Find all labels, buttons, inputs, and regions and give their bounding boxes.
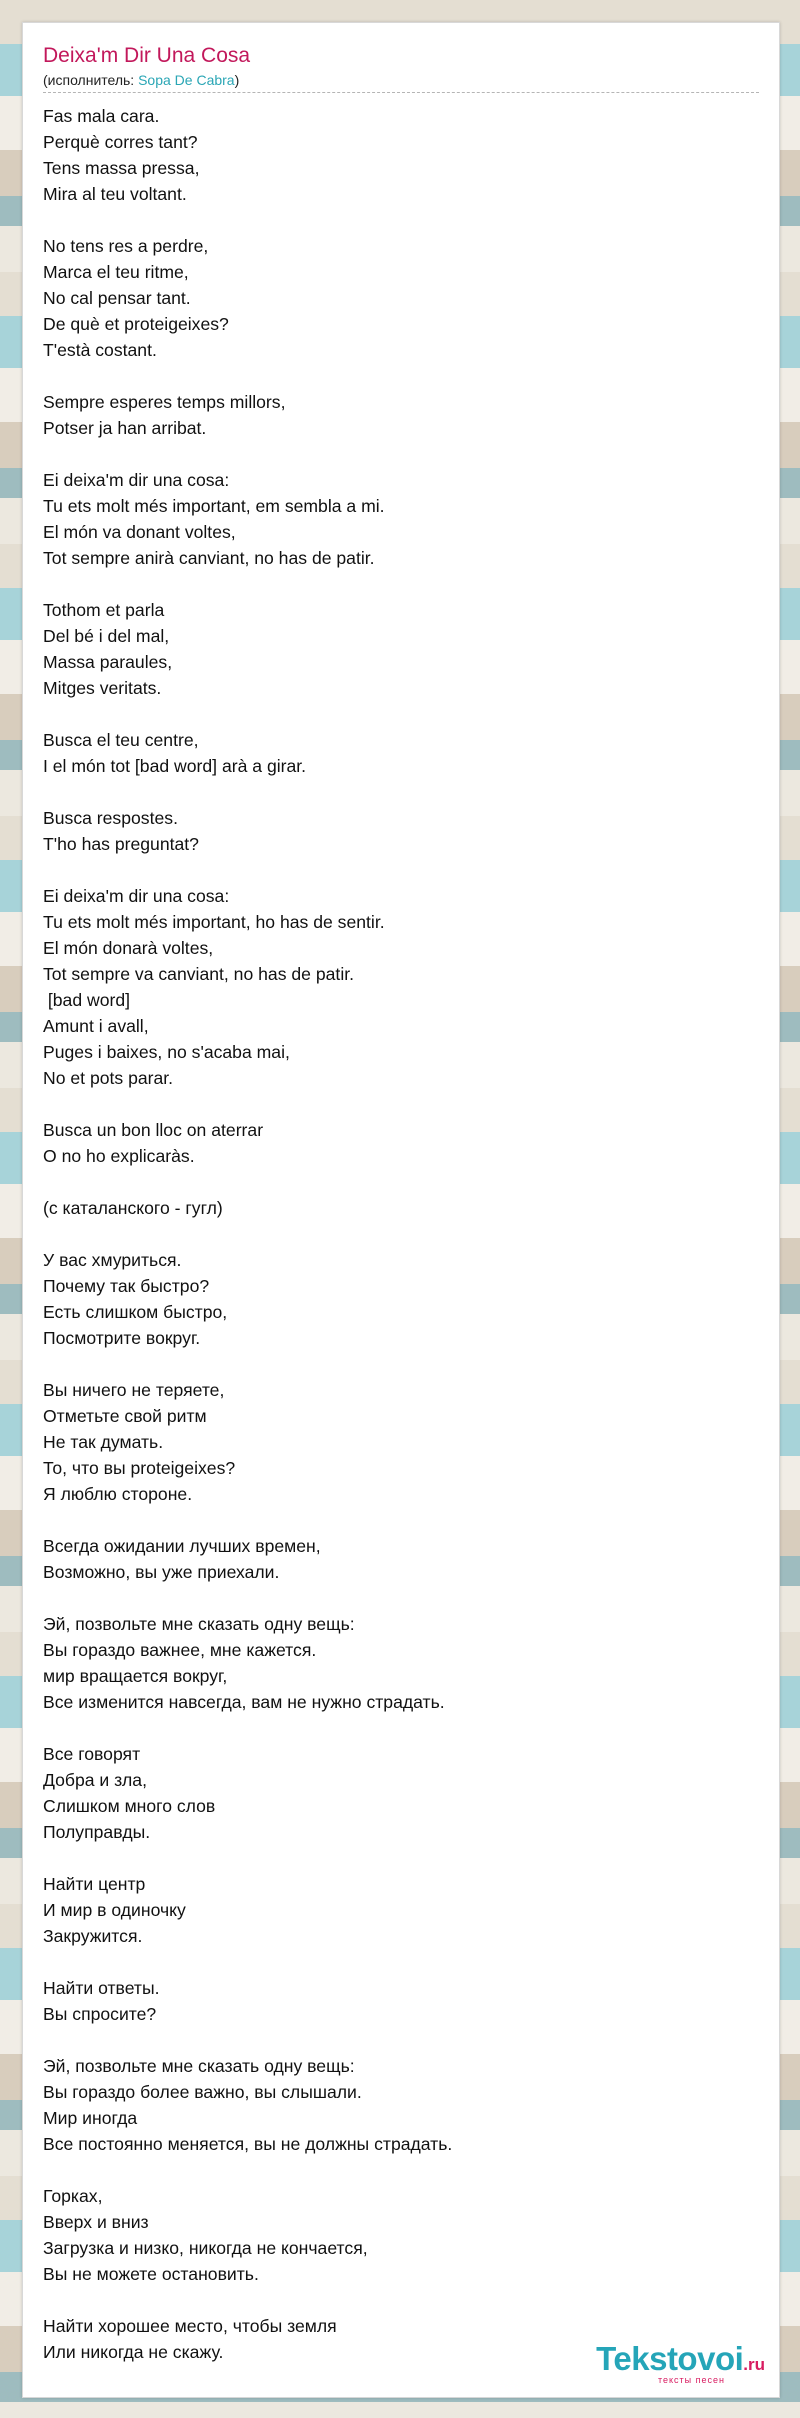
logo-tagline: тексты песен [657,2375,725,2385]
site-logo[interactable] [596,2342,765,2385]
logo-name: Tekstovoi [596,2340,744,2377]
lyrics-text: Fas mala cara. Perquè corres tant? Tens massa pressa, Mira al teu voltant. No tens res a perdre, Marca el teu ritme, No cal pensar tant. De què et proteigeixes? T'està costant. Sempre esperes temps millors, Potser ja han arribat. Ei deixa'm dir una cosa: Tu ets molt més important, em sembla a mi. El món va donant voltes, Tot sempre anirà canviant, no has de patir. Tothom et parla Del bé i del mal, Massa paraules, Mitges veritats. Busca el teu centre, I el món tot [bad word] arà a girar. Busca respostes. T'ho has preguntat? Ei deixa'm dir una cosa: Tu ets molt més important, ho has de sentir. El món donarà voltes, Tot sempre va canviant, no has de patir. [bad word] Amunt i avall, Puges i baixes, no s'acaba mai, No et pots parar. Busca un bon lloc on aterrar O no ho explicaràs. (с каталанского - гугл) У вас хмуриться. Почему так быстро? Есть слишком быстро, Посмотрите вокруг. Вы ничего не теряете, Отметьте свой ритм Не так думать. То, что вы proteigeixes? Я люблю стороне. Всегда ожидании лучших времен, Возможно, вы уже приехали. Эй, позвольте мне сказать одну вещь: Вы гораздо важнее, мне кажется. мир вращается вокруг, Все изменится навсегда, вам не нужно страдать. Все говорят Добра и зла, Слишком много слов Полуправды. Найти центр И мир в одиночку Закружится. Найти ответы. Вы спросите? Эй, позвольте мне сказать одну вещь: Вы гораздо более важно, вы слышали. Мир иногда Все постоянно меняется, вы не должны страдать. Горках, Вверх и вниз Загрузка и низко, никогда не кончается, Вы не можете остановить. Найти хорошее место, чтобы земля Или никогда не скажу. [43,106,453,2362]
artist-prefix: (исполнитель: [43,72,139,88]
artist-suffix: ) [234,72,240,88]
artist-line [43,71,239,89]
header-divider [43,92,759,93]
lyrics-card [22,22,780,2398]
song-title: Deixa'm Dir Una Cosa [43,44,251,67]
logo-tld: .ru [743,2355,765,2374]
artist-link[interactable]: Sopa De Cabra [138,72,235,88]
